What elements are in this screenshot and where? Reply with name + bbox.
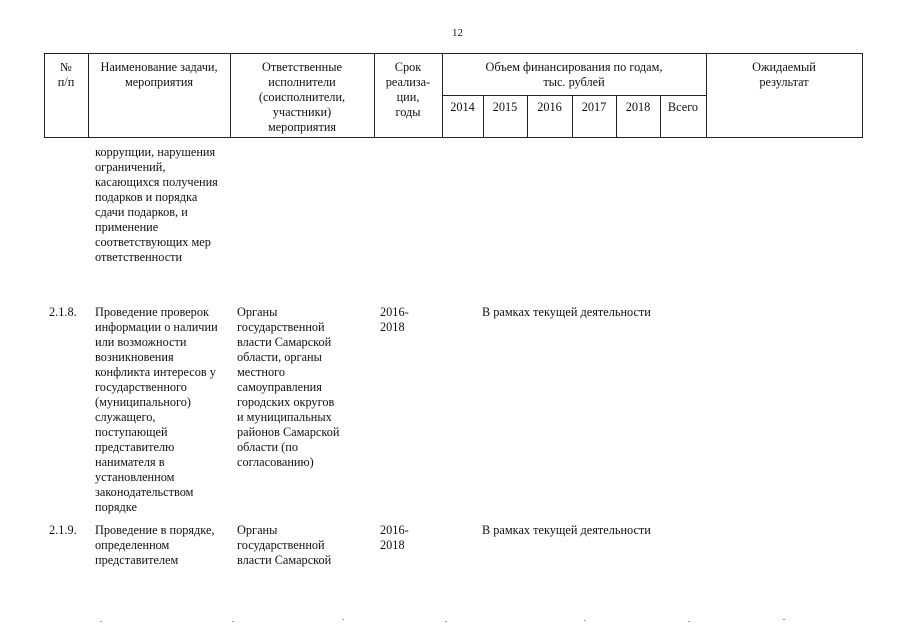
row-task-line: или возможности xyxy=(95,335,187,349)
continuation-task-line: касающихся получения xyxy=(95,175,218,189)
header-task-line: Наименование задачи, xyxy=(100,60,218,74)
scan-speck xyxy=(584,620,586,621)
header-executors-line: (соисполнители, xyxy=(258,90,346,104)
continuation-task-line: ограничений, xyxy=(95,160,166,174)
row-executors-line: власти Самарской xyxy=(237,335,332,349)
row-task-line: возникновения xyxy=(95,350,174,364)
row-task-line: определенном xyxy=(95,538,170,552)
header-executors-line: мероприятия xyxy=(267,120,337,134)
row-executors-line: области, органы xyxy=(237,350,322,364)
row-executors-line: Органы xyxy=(237,523,278,537)
row-task-line: установленном xyxy=(95,470,175,484)
row-funding-text: В рамках текущей деятельности xyxy=(482,523,651,537)
header-top-border xyxy=(44,53,862,54)
row-task-line: представителю xyxy=(95,440,175,454)
scan-speck xyxy=(445,621,447,622)
continuation-task-line: соответствующих мер xyxy=(95,235,211,249)
header-executors-line: исполнители xyxy=(268,75,336,89)
row-executors-line: государственной xyxy=(237,320,325,334)
row-executors-line: и муниципальных xyxy=(237,410,332,424)
header-bottom-border xyxy=(44,137,862,138)
years-row-border xyxy=(442,95,706,96)
continuation-task-line: сдачи подарков, и xyxy=(95,205,188,219)
row-executors-line: власти Самарской xyxy=(237,553,332,567)
row-task-line: Проведение проверок xyxy=(95,305,209,319)
row-term-line: 2018 xyxy=(380,538,405,552)
row-task-line: (муниципального) xyxy=(95,395,191,409)
row-task-line: конфликта интересов у xyxy=(95,365,216,379)
header-funding-line: Объем финансирования по годам, xyxy=(485,60,663,74)
row-executors-line: Органы xyxy=(237,305,278,319)
scan-speck xyxy=(688,621,690,622)
row-task-line: Проведение в порядке, xyxy=(95,523,215,537)
header-num-line: № xyxy=(60,60,72,74)
row-task-line: поступающей xyxy=(95,425,168,439)
row-task-line: служащего, xyxy=(95,410,156,424)
header-year-total: Всего xyxy=(667,100,699,114)
row-executors-line: самоуправления xyxy=(237,380,322,394)
header-year-2017: 2017 xyxy=(581,100,607,114)
row-term-line: 2016- xyxy=(380,305,409,319)
header-result-line: результат xyxy=(759,75,809,89)
scan-speck xyxy=(342,619,344,620)
row-number: 2.1.9. xyxy=(49,523,77,537)
page-number: 12 xyxy=(452,27,463,39)
row-executors-line: районов Самарской xyxy=(237,425,340,439)
continuation-task-line: коррупции, нарушения xyxy=(95,145,216,159)
row-task-line: порядке xyxy=(95,500,137,514)
header-term-line: годы xyxy=(395,105,421,119)
header-executors-line: участники) xyxy=(272,105,332,119)
row-task-line: законодательством xyxy=(95,485,194,499)
row-task-line: государственного xyxy=(95,380,187,394)
header-term-line: ции, xyxy=(396,90,420,104)
header-border-right xyxy=(862,53,863,138)
row-funding-text: В рамках текущей деятельности xyxy=(482,305,651,319)
header-term-line: реализа- xyxy=(385,75,431,89)
header-executors-line: Ответственные xyxy=(262,60,342,74)
continuation-task-line: ответственности xyxy=(95,250,183,264)
scan-speck xyxy=(100,621,102,622)
continuation-task-line: применение xyxy=(95,220,159,234)
header-year-2015: 2015 xyxy=(492,100,518,114)
row-term-line: 2016- xyxy=(380,523,409,537)
header-year-2016: 2016 xyxy=(537,100,562,114)
row-number: 2.1.8. xyxy=(49,305,77,319)
scan-speck xyxy=(783,619,785,620)
header-num-line: п/п xyxy=(57,75,75,89)
row-executors-line: согласованию) xyxy=(237,455,314,469)
continuation-task-line: подарков и порядка xyxy=(95,190,198,204)
row-executors-line: области (по xyxy=(237,440,299,454)
header-task-line: мероприятия xyxy=(124,75,194,89)
row-executors-line: местного xyxy=(237,365,285,379)
row-task-line: представителем xyxy=(95,553,179,567)
row-task-line: информации о наличии xyxy=(95,320,218,334)
row-executors-line: государственной xyxy=(237,538,325,552)
row-executors-line: городских округов xyxy=(237,395,335,409)
header-funding-line: тыс. рублей xyxy=(543,75,605,89)
row-task-line: нанимателя в xyxy=(95,455,165,469)
header-term-line: Срок xyxy=(394,60,422,74)
row-term-line: 2018 xyxy=(380,320,405,334)
scan-speck xyxy=(232,621,234,622)
header-year-2014: 2014 xyxy=(450,100,475,114)
header-result-line: Ожидаемый xyxy=(752,60,816,74)
header-year-2018: 2018 xyxy=(625,100,651,114)
